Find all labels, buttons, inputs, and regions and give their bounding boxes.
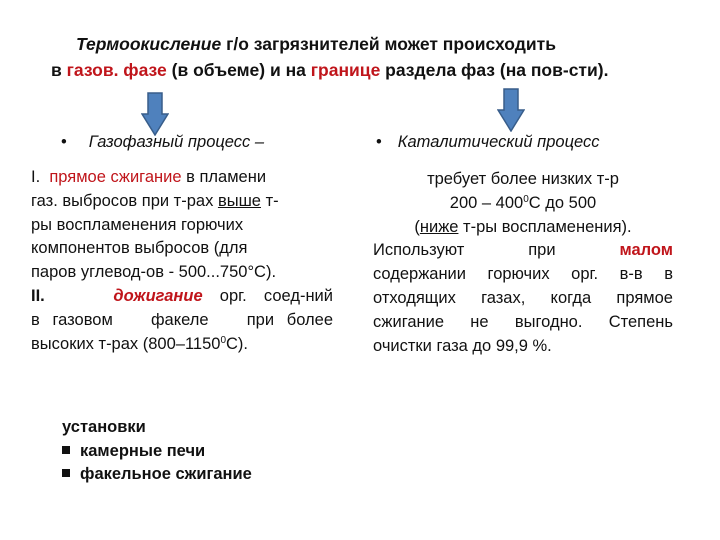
right-line: отходящих газах, когда прямое: [373, 288, 673, 307]
text: газ. выбросов при т-рах: [31, 191, 218, 210]
roman-numeral: II.: [31, 286, 45, 305]
installation-item: [62, 440, 252, 464]
down-arrow-icon: [141, 92, 169, 136]
text: в пламени: [181, 168, 267, 186]
text: орг. соед-ний: [202, 286, 333, 305]
left-title: Газофазный процесс –: [88, 133, 265, 151]
heading-highlight-gas-phase: газов. фазе: [66, 60, 167, 80]
right-line: [373, 192, 673, 216]
underlined-text: ниже: [419, 217, 459, 236]
down-arrow-icon: [497, 88, 525, 132]
text: Используют при: [373, 241, 620, 260]
item1-line: паров углевод-ов - 500...750°С).: [31, 263, 277, 282]
heading-text: раздела фаз (на пов-сти).: [380, 60, 609, 80]
item1-line: ры воспламенения горючих: [31, 215, 244, 234]
underlined-text: выше: [217, 191, 261, 210]
item2-line: [31, 333, 333, 357]
item1-line: [31, 190, 333, 214]
right-line: [373, 239, 673, 263]
item2-line: в газовом факеле при более: [31, 310, 333, 329]
item1-line: компонентов выбросов (для: [31, 239, 248, 258]
superscript: 0: [220, 334, 226, 346]
term-direct-combustion: прямое сжигание: [49, 168, 182, 186]
bullet-icon: •: [61, 133, 67, 151]
installation-item: [62, 463, 252, 487]
item2-line: [31, 285, 333, 309]
heading-text: (в объеме) и на: [166, 60, 311, 80]
right-title: Каталитический процесс: [397, 133, 600, 151]
heading-text: в: [51, 60, 67, 80]
roman-numeral: I.: [31, 168, 41, 186]
installation-label: камерные печи: [80, 441, 206, 460]
bullet-icon: •: [376, 133, 382, 151]
heading-term: Термоокисление: [76, 34, 222, 54]
highlight-low: малом: [619, 241, 673, 260]
text: т-: [260, 191, 279, 210]
left-bullet-row: [61, 133, 264, 152]
right-line: требует более низких т-р: [427, 170, 619, 188]
item1-line: [31, 166, 333, 190]
text: С до 500: [528, 193, 597, 212]
square-bullet-icon: [62, 469, 70, 477]
square-bullet-icon: [62, 446, 70, 454]
right-column: [373, 168, 673, 358]
heading-text: г/о загрязнителей может происходить: [221, 34, 556, 54]
term-afterburning: дожигание: [113, 286, 203, 305]
heading-line-2: [51, 60, 720, 81]
installations-block: [62, 416, 252, 487]
superscript: 0: [523, 193, 529, 205]
installations-title: установки: [62, 418, 146, 436]
right-bullet-row: [376, 133, 600, 152]
right-line: очистки газа до 99,9 %.: [373, 336, 552, 355]
heading-line-1: [76, 34, 720, 55]
heading-highlight-boundary: границе: [310, 60, 381, 80]
right-line: содержании горючих орг. в-в в: [373, 265, 673, 284]
text: (: [414, 217, 420, 236]
left-column: [31, 166, 333, 356]
text: высоких т-рах (800–1150: [31, 334, 221, 353]
installation-label: факельное сжигание: [80, 465, 252, 483]
right-line: сжигание не выгодно. Степень: [373, 312, 673, 331]
text: С).: [226, 334, 248, 353]
right-line: [373, 216, 673, 240]
text: т-ры воспламенения).: [458, 217, 632, 236]
text: 200 – 400: [449, 193, 524, 212]
